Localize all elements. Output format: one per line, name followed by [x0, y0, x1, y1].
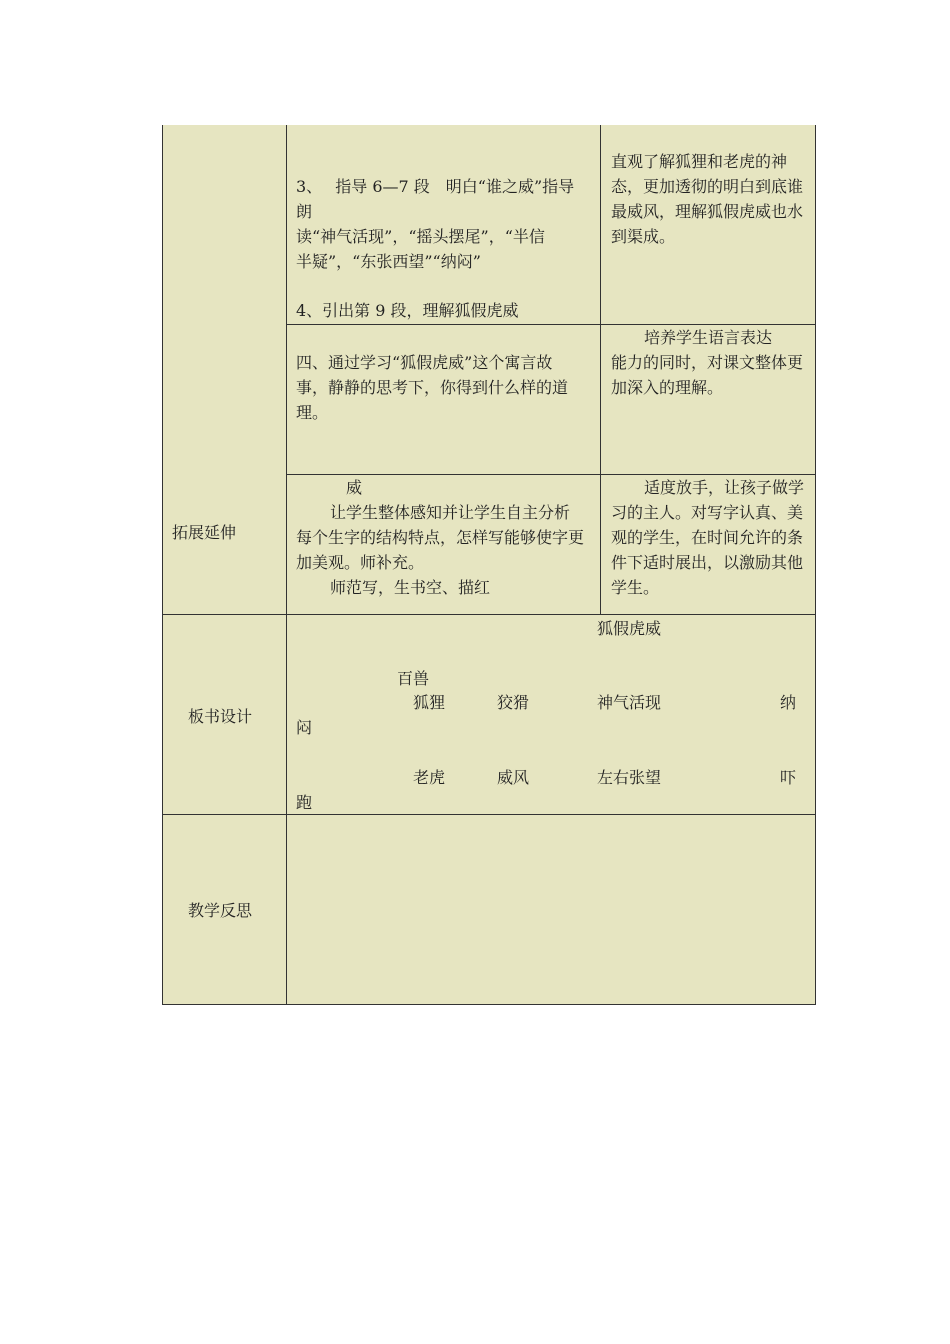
row1-content-line-2: 朗 — [296, 202, 313, 221]
row3-purpose-line-1: 适度放手，让孩子做学 — [644, 478, 805, 497]
row2-purpose-line-1: 培养学生语言表达 — [644, 328, 773, 347]
row3-content-line-4: 加美观。师补充。 — [296, 553, 425, 572]
column-divider-1 — [286, 125, 287, 1005]
table-border-bottom — [162, 1004, 816, 1005]
board-word-laohu: 老虎 — [413, 768, 446, 787]
row2-content-line-3: 理。 — [296, 403, 329, 422]
extension-section-label: 拓展延伸 — [172, 523, 237, 542]
table-border-right — [815, 125, 816, 1005]
board-word-baishou: 百兽 — [397, 669, 430, 688]
row3-purpose-line-4: 件下适时展出，以激励其他 — [611, 553, 804, 572]
table-border-left — [162, 125, 163, 1005]
row3-purpose-line-5: 学生。 — [611, 578, 660, 597]
row3-content-line-2: 让学生整体感知并让学生自主分析 — [330, 503, 571, 522]
board-content-cell — [287, 615, 815, 815]
row1-content-line-4: 半疑”，“东张西望”“纳闷” — [296, 252, 481, 271]
row2-content-cell — [287, 325, 601, 475]
row1-purpose-line-4: 到渠成。 — [611, 227, 676, 246]
row-divider-4 — [162, 814, 816, 815]
reflection-section-label: 教学反思 — [188, 901, 253, 920]
reflection-content-cell — [287, 815, 815, 1005]
board-word-zuoyou: 左右张望 — [597, 768, 662, 787]
row2-content-line-1: 四、通过学习“狐假虎威”这个寓言故 — [296, 353, 553, 372]
column-divider-2 — [600, 125, 601, 615]
row3-purpose-line-2: 习的主人。对写字认真、美 — [611, 503, 804, 522]
row3-content-line-5: 师范写，生书空、描红 — [330, 578, 491, 597]
row3-content-line-1: 威 — [346, 478, 363, 497]
row3-content-line-3: 每个生字的结构特点，怎样写能够使字更 — [296, 528, 585, 547]
row1-content-line-1: 3、 指导 6—7 段 明白“谁之威”指导 — [296, 177, 575, 196]
row2-content-line-2: 事，静静的思考下，你得到什么样的道 — [296, 378, 569, 397]
row1-content-line-5: 4、引出第 9 段，理解狐假虎威 — [296, 301, 519, 320]
row2-purpose-line-2: 能力的同时，对课文整体更 — [611, 353, 804, 372]
row1-content-line-3: 读“神气活现”，“摇头摆尾”，“半信 — [296, 227, 545, 246]
board-word-men: 闷 — [296, 718, 313, 737]
board-word-jiaohua: 狡猾 — [497, 693, 530, 712]
board-word-na: 纳 — [780, 693, 797, 712]
board-word-xia: 吓 — [780, 768, 797, 787]
board-word-shenqi: 神气活现 — [597, 693, 662, 712]
board-word-pao: 跑 — [296, 793, 313, 812]
row3-purpose-line-3: 观的学生，在时间允许的条 — [611, 528, 804, 547]
board-title: 狐假虎威 — [597, 619, 662, 638]
board-word-weifeng: 威风 — [497, 768, 530, 787]
row-divider-3 — [162, 614, 816, 615]
row1-purpose-line-3: 最威风，理解狐假虎威也水 — [611, 202, 804, 221]
board-word-huli: 狐狸 — [413, 693, 446, 712]
row2-purpose-line-3: 加深入的理解。 — [611, 378, 724, 397]
row1-purpose-line-2: 态，更加透彻的明白到底谁 — [611, 177, 804, 196]
row1-purpose-line-1: 直观了解狐狸和老虎的神 — [611, 152, 788, 171]
board-section-label: 板书设计 — [188, 707, 253, 726]
